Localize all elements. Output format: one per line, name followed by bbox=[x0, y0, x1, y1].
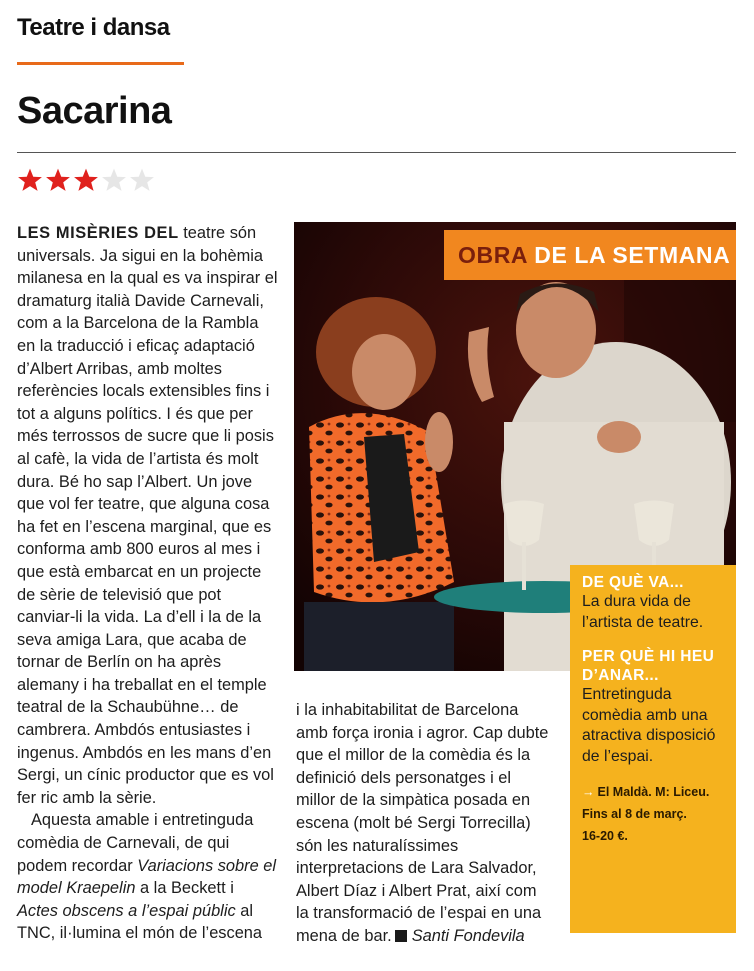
byline: Santi Fondevila bbox=[411, 926, 525, 945]
section-divider bbox=[17, 62, 184, 65]
star-icon bbox=[101, 167, 127, 193]
section-title: Teatre i dansa bbox=[17, 14, 170, 41]
article-text: al TNC, il·lumina el món de l’escena bbox=[17, 901, 263, 943]
info-heading-why: PER QUÈ HI HEU D’ANAR... bbox=[582, 648, 715, 684]
banner-text: DE LA SETMANA bbox=[527, 242, 731, 268]
article-headline: Sacarina bbox=[17, 90, 172, 132]
work-title: Actes obscens a l’espai públic bbox=[17, 901, 236, 920]
star-icon bbox=[45, 167, 71, 193]
arrow-right-icon: → bbox=[582, 785, 595, 799]
article-column-1 bbox=[17, 222, 279, 945]
square-icon bbox=[395, 930, 407, 942]
article-text: Aquesta amable i entretinguda comèdia de Carnevali, de qui podem recordar bbox=[17, 811, 254, 875]
article-paragraph bbox=[17, 809, 279, 945]
article-text: teatre són universals. Ja sigui en la bohèmia milanesa en la qual es va inspirar el dramaturg italià Davide Carnevali, com a la Barcelona de la Rambla en la traducció i eficaç adaptació d’Albert Arribas, amb moltes referències locals extensibles fins i tot a alguns polítics. I és que per més terrossos de sucre que li posis al cafè, la vida de l’artista és molt dura. Bé ho sap l’Albert. Un jove que vol fer teatre, que alguna cosa ha fet en l’escena marginal, que es conforma amb 800 euros al mes i que està embarcat en un projecte de sèrie de televisió que pot canviar-li la vida. La d’ell i la de la seva amiga Lara, que acaba de tornar de Berlín on ha après alemany i ha treballat en el temple teatral de la Schaubühne… de cambrera. Ambdós entusiastes i ingenus. Ambdós en les mans d’en Sergi, un cínic productor que es vol fer ric amb la sèrie. bbox=[17, 224, 278, 807]
headline-divider bbox=[17, 152, 736, 153]
play-of-the-week-banner bbox=[444, 230, 736, 280]
star-icon bbox=[17, 167, 43, 193]
article-lead-in: LES MISÈRIES DEL bbox=[17, 224, 179, 242]
article-text: i la inhabitabilitat de Barcelona amb força ironia i agror. Cap dubte que el millor de la comèdia és la definició dels personatges i el millor de la simpàtica posada en escena (molt bé Sergi Torrecilla) són les naturalíssimes interpretacions de Lara Salvador, Albert Díaz i Albert Prat, així com la transformació de l’espai en una mena de bar. bbox=[296, 701, 549, 945]
info-answer-what: La dura vida de l’artista de teatre. bbox=[582, 593, 704, 631]
banner-accent: OBRA bbox=[458, 242, 528, 268]
star-icon bbox=[73, 167, 99, 193]
star-rating bbox=[17, 167, 155, 197]
star-icon bbox=[129, 167, 155, 193]
article-paragraph bbox=[17, 222, 279, 809]
venue-info bbox=[582, 781, 726, 847]
info-heading-what: DE QUÈ VA... bbox=[582, 574, 684, 591]
article-paragraph bbox=[296, 699, 550, 948]
info-box bbox=[570, 565, 736, 933]
article-column-2 bbox=[296, 699, 550, 948]
info-answer-why: Entretinguda comèdia amb una atractiva disposició de l’espai. bbox=[582, 686, 716, 765]
article-text: a la Beckett i bbox=[135, 879, 234, 898]
venue-price: 16-20 €. bbox=[582, 829, 628, 843]
work-title: Variacions sobre el model Kraepelin bbox=[17, 856, 277, 898]
venue-dates: Fins al 8 de març. bbox=[582, 807, 687, 821]
venue-location: El Maldà. M: Liceu. bbox=[597, 785, 710, 799]
